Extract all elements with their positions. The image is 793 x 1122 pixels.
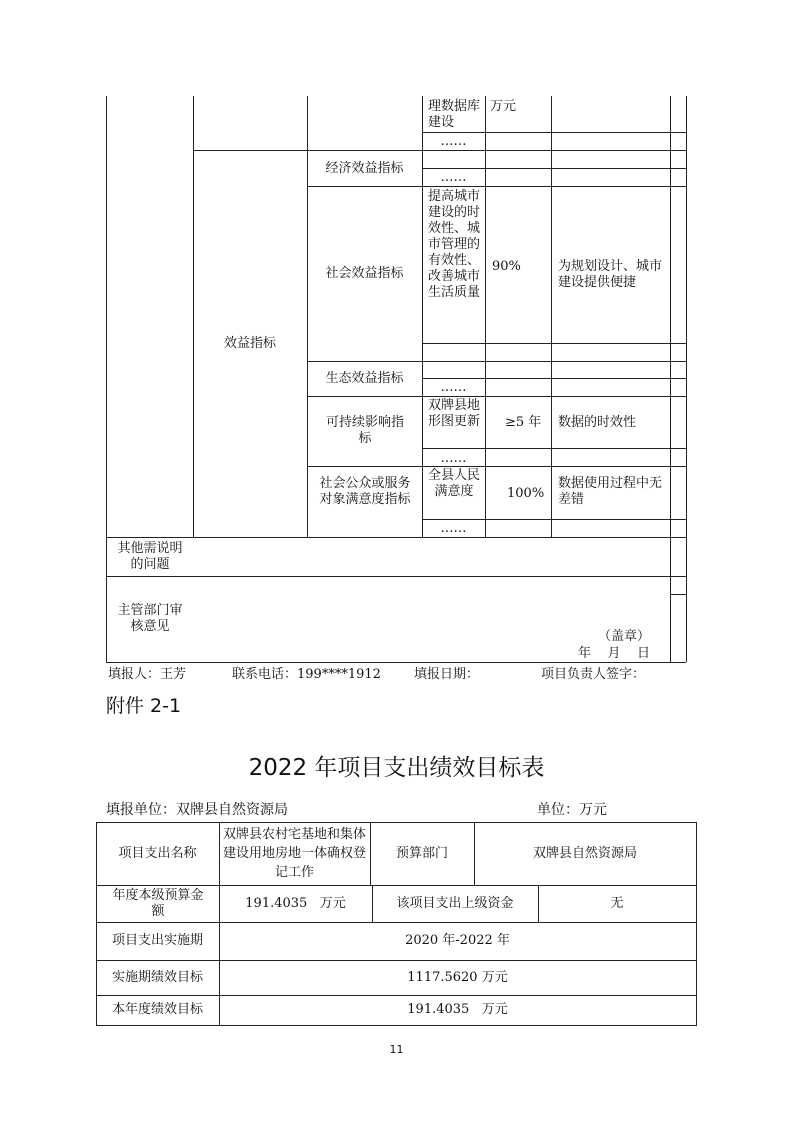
sustainable-value: ≥5 年 [505,415,542,430]
budget-dept-label: 预算部门 [395,846,448,861]
database-build-label: 理数据库建设 [428,99,481,130]
ellipsis-2: …… [440,170,467,185]
ecological-benefit-label: 生态效益指标 [325,371,404,386]
other-notes-label: 其他需说明的问题 [117,541,183,572]
review-label: 主管部门审核意见 [117,603,183,634]
sustainable-note: 数据的时效性 [558,415,637,430]
ellipsis-5: …… [440,521,467,536]
annual-budget-value: 191.4035 万元 [245,896,346,911]
satisfaction-note: 数据使用过程中无差错 [558,476,663,507]
implementation-period-value: 2020 年-2022 年 [405,933,510,948]
ellipsis-3: …… [440,380,467,395]
project-name-label: 项目支出名称 [118,846,197,861]
social-benefit-label: 社会效益指标 [325,266,404,281]
year-target-value: 191.4035 万元 [407,1002,508,1017]
fill-date: 填报日期： [414,667,480,682]
unit-label: 万元 [490,99,517,114]
superior-fund-label: 该项目支出上级资金 [396,896,514,911]
fill-unit: 填报单位：双牌县自然资源局 [106,802,288,818]
leader-signature: 项目负责人签字： [541,667,646,682]
superior-fund-value: 无 [610,896,624,911]
social-benefit-value: 90% [492,259,521,274]
sustainable-item: 双牌县地形图更新 [428,398,481,429]
budget-dept-value: 双牌县自然资源局 [532,846,637,861]
ellipsis-1: …… [440,134,467,149]
year-target-label: 本年度绩效目标 [111,1002,203,1017]
social-benefit-item: 提高城市建设的时效性、城市管理的有效性、改善城市生活质量 [428,189,481,300]
economic-benefit-label: 经济效益指标 [325,161,404,176]
satisfaction-value: 100% [507,486,545,501]
attachment-heading: 附件 2-1 [106,695,182,717]
project-name-value: 双牌县农村宅基地和集体建设用地房地一体确权登记工作 [223,827,367,880]
period-target-label: 实施期绩效目标 [111,970,203,985]
implementation-period-label: 项目支出实施期 [111,933,203,948]
sustainable-impact-label: 可持续影响指标 [325,415,404,446]
date-ymd: 年 月 日 [578,646,651,661]
period-target-value: 1117.5620 万元 [407,970,508,985]
page-title: 2022 年项目支出绩效目标表 [248,755,545,781]
seal-label: （盖章） [598,629,651,644]
social-benefit-note: 为规划设计、城市建设提供便捷 [558,259,663,290]
annual-budget-label: 年度本级预算金额 [112,888,204,919]
money-unit: 单位：万元 [537,802,607,818]
filler-name: 填报人：王芳 [108,667,187,682]
contact-phone: 联系电话：199****1912 [232,667,381,682]
ellipsis-4: …… [440,451,467,466]
benefit-indicator-label: 效益指标 [223,336,276,351]
page-number: 11 [389,1043,404,1056]
satisfaction-label: 社会公众或服务对象满意度指标 [319,476,411,507]
satisfaction-item: 全县人民满意度 [428,468,481,499]
